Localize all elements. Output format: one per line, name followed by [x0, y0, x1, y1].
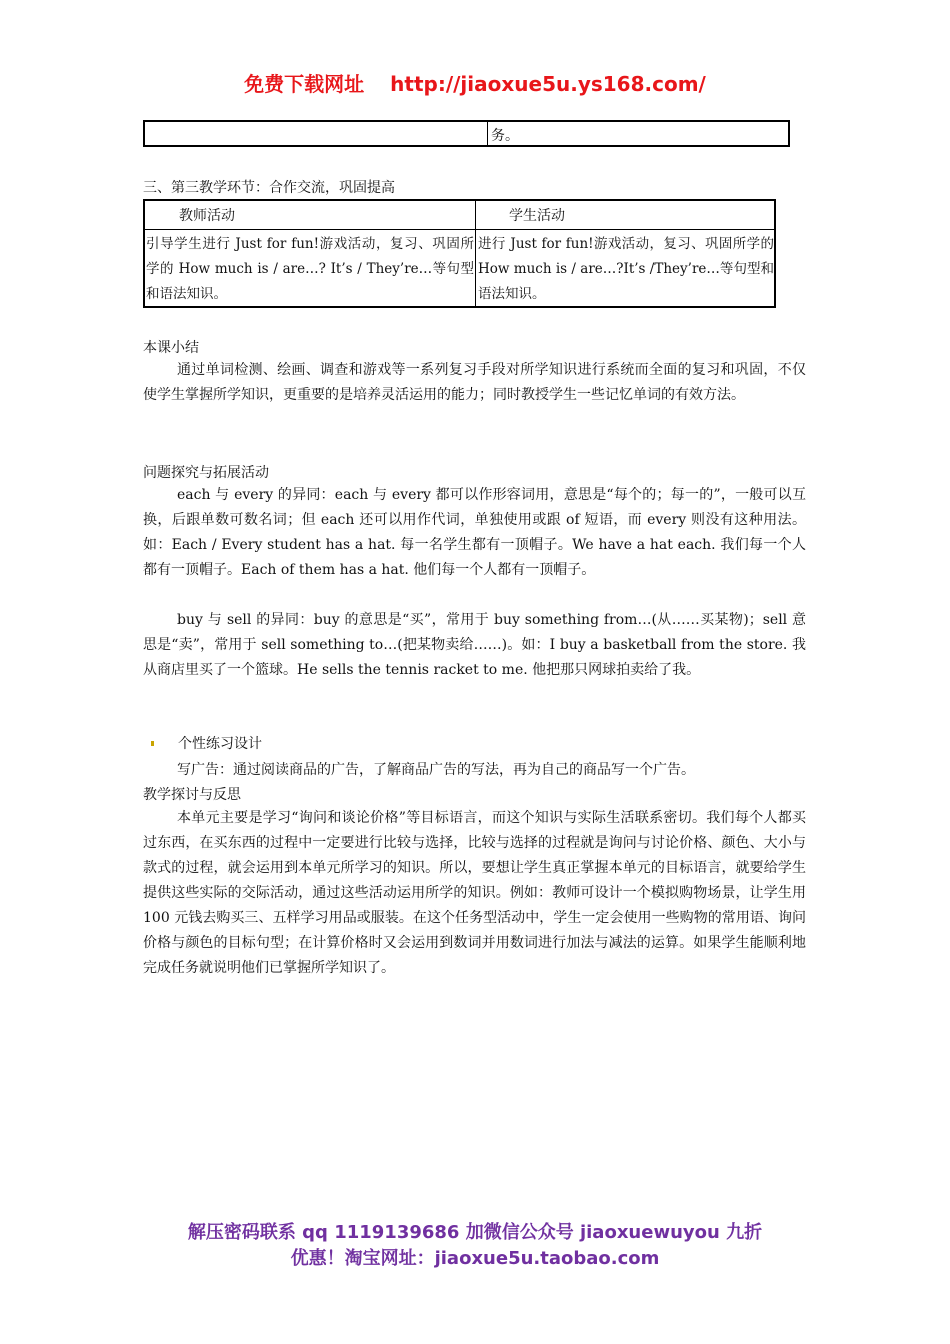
teacher-activity-cell: 引导学生进行 Just for fun!游戏活动，复习、巩固所学的 How much is / are…? It’s / They’re…等句型和语法知识。	[146, 236, 474, 302]
reflection-paragraph: 本单元主要是学习“询问和谈论价格”等目标语言，而这个知识与实际生活联系密切。我们每个人都买过东西，在买东西的过程中一定要进行比较与选择，比较与选择的过程就是询问与讨论价格、颜色、大小与款式的过程，就会运用到本单元所学习的知识。所以，要想让学生真正掌握本单元的目标语言，就要给学生提供这些实际的交际活动，通过这些活动运用所学的知识。例如：教师可设计一个模拟购物场景，让学生用 100 元钱去购买三、五样学习用品或服装。在这个任务型活动中，学生一定会使用一些购物的常用语、询问价格与颜色的目标句型；在计算价格时又会运用到数词并用数词进行加法与减法的运算。如果学生能顺利地完成任务就说明他们已掌握所学知识了。	[143, 810, 806, 976]
footer-line-1: 解压密码联系 qq 1119139686 加微信公众号 jiaoxuewuyou 九折	[187, 1222, 763, 1243]
table-cell-text: 务。	[491, 128, 519, 144]
practice-paragraph: 写广告：通过阅读商品的广告，了解商品广告的写法，再为自己的商品写一个广告。	[177, 762, 695, 778]
page-header	[0, 68, 950, 97]
table-column-rule	[475, 201, 476, 306]
activity-table	[143, 199, 776, 308]
student-activity-cell: 进行 Just for fun!游戏活动，复习、巩固所学的 How much is / are…?It’s /They’re…等句型和语法知识。	[478, 236, 774, 302]
table-header-rule	[145, 229, 774, 230]
continued-table	[143, 120, 790, 147]
bullet-mark	[151, 741, 154, 746]
explore-heading: 问题探究与拓展活动	[143, 465, 269, 481]
explore-paragraph-buy-sell: buy 与 sell 的异同：buy 的意思是“买”，常用于 buy something from…(从……买某物)；sell 意思是“卖”，常用于 sell something to…(把某物卖给……)。如：I buy a basketball from the store. 我从商店里买了一个篮球。He sells the tennis racket to me. 他把那只网球拍卖给了我。	[143, 612, 806, 678]
summary-heading: 本课小结	[143, 340, 199, 356]
header-label: 免费下载网址	[244, 72, 365, 96]
explore-paragraph-each-every: each 与 every 的异同：each 与 every 都可以作形容词用，意思是“每个的；每一的”，一般可以互换，后跟单数可数名词；但 each 还可以用作代词，单独使用或跟 of 短语，而 every 则没有这种用法。如：Each / Every student has a hat. 每一名学生都有一顶帽子。We have a hat each. 我们每一个人都有一顶帽子。Each of them has a hat. 他们每一个人都有一顶帽子。	[143, 487, 806, 578]
summary-paragraph: 通过单词检测、绘画、调查和游戏等一系列复习手段对所学知识进行系统而全面的复习和巩固，不仅使学生掌握所学知识，更重要的是培养灵活运用的能力；同时教授学生一些记忆单词的有效方法。	[143, 362, 806, 403]
student-column-header: 学生活动	[509, 208, 565, 224]
header-url-link[interactable]: http://jiaoxue5u.ys168.com/	[390, 72, 706, 96]
table-divider	[487, 122, 488, 145]
footer-line-2: 优惠！淘宝网址：jiaoxue5u.taobao.com	[290, 1248, 660, 1269]
section3-title: 三、第三教学环节：合作交流，巩固提高	[143, 180, 395, 196]
practice-heading: 个性练习设计	[178, 736, 262, 752]
teacher-column-header: 教师活动	[179, 208, 235, 224]
page-footer	[0, 1220, 950, 1272]
reflection-heading: 教学探讨与反思	[143, 787, 241, 803]
